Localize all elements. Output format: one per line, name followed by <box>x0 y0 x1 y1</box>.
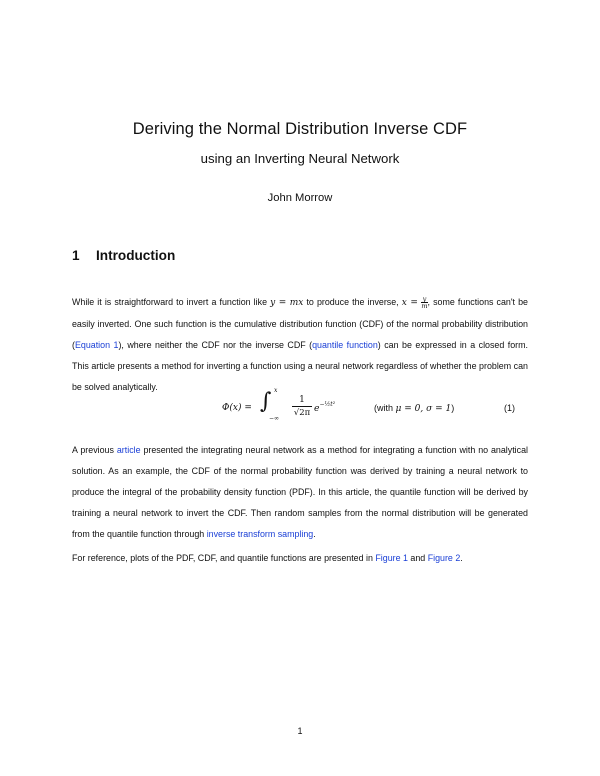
text-run: For reference, plots of the PDF, CDF, and quantile functions are presented in <box>72 553 376 563</box>
figure2-link[interactable]: Figure 2 <box>427 553 461 563</box>
text-run: ), where neither the CDF nor the inverse CDF ( <box>118 340 313 350</box>
text-run: to produce the inverse, <box>303 297 402 307</box>
article-link[interactable]: article <box>116 445 141 455</box>
inverse-transform-sampling-link[interactable]: inverse transform sampling <box>206 529 314 539</box>
fraction-numerator: y <box>422 295 427 303</box>
equation-1 <box>222 387 532 433</box>
text-run: and <box>407 553 428 563</box>
condition-math: μ = 0, σ = 1 <box>395 404 452 414</box>
integral-symbol: ∫ <box>260 389 272 414</box>
text-run: presented the integrating neural network as a method for integrating a function with no analytical solution. As an example, the CDF of the normal probability function was derived by training a neural network to produce the integral of the probability density function (PDF). In this article, the quantile function will be derived by training a neural network to invert the CDF. Then random samples from the normal distribution will be generated from the quantile function through <box>72 445 528 539</box>
equation-exponential <box>314 401 335 414</box>
text-run: While it is straightforward to invert a function like <box>72 297 271 307</box>
condition-suffix: ) <box>451 403 455 413</box>
math-inline-inverse <box>401 295 428 310</box>
exponential-power: −½t² <box>319 401 336 408</box>
quantile-function-link[interactable]: quantile function <box>312 340 378 350</box>
integral-lower-limit: −∞ <box>269 415 280 422</box>
equation-lhs: Φ(x) = <box>222 403 252 413</box>
math-inline-linear: y = mx <box>270 298 304 308</box>
text-run: A previous <box>72 445 117 455</box>
exponential-base: e <box>314 403 320 414</box>
equation1-link[interactable]: Equation 1 <box>74 340 119 350</box>
document-title: Deriving the Normal Distribution Inverse CDF <box>132 120 468 138</box>
section-title: Introduction <box>96 248 176 263</box>
condition-prefix: (with <box>374 403 396 413</box>
paragraph-intro <box>72 292 528 398</box>
integral-upper-limit: x <box>274 387 278 394</box>
figure1-link[interactable]: Figure 1 <box>375 553 408 563</box>
math-inverse-lhs: x = <box>401 298 422 308</box>
author-name: John Morrow <box>267 192 333 204</box>
section-heading <box>72 248 175 263</box>
equation-condition <box>374 403 454 414</box>
text-run: ) can be expressed in a closed form. This article presents a method for inverting a function using a neural network regardless of whether the problem can be solved analytically. <box>72 340 528 392</box>
paragraph-reference <box>72 548 528 569</box>
equation-fraction-numerator: 1 <box>299 395 305 405</box>
document-subtitle: using an Inverting Neural Network <box>200 151 400 166</box>
section-number: 1 <box>72 248 80 263</box>
equation-number: (1) <box>504 403 515 413</box>
paragraph-previous-article <box>72 440 528 545</box>
equation-fraction-denominator: √2π <box>293 408 311 418</box>
text-run: . <box>313 529 316 539</box>
text-run: . <box>460 553 463 563</box>
text-run: , some functions can't be easily inverted. One such function is the cumulative distribution function (CDF) of the normal probability distribution ( <box>72 297 528 350</box>
page-number: 1 <box>297 726 303 736</box>
fraction-denominator: m <box>421 302 428 310</box>
equation-fraction <box>292 395 312 419</box>
